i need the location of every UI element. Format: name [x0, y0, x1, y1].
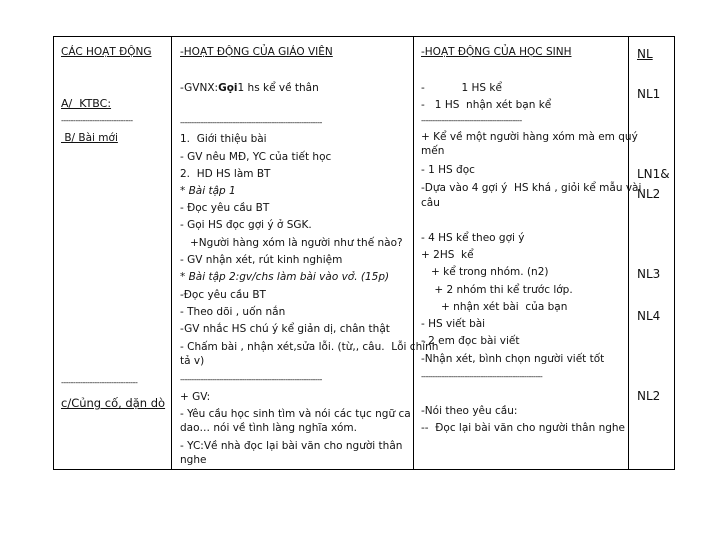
header-competency: NL: [637, 47, 653, 61]
student-line: - 4 HS kể theo gợi ý: [421, 232, 525, 244]
student-line: -Nói theo yêu cầu:: [421, 405, 518, 417]
teacher-line: -Đọc yêu cầu BT: [180, 289, 266, 301]
student-line: - 1 HS nhận xét bạn kể: [421, 99, 552, 111]
separator: --------------------------------------------: [421, 116, 522, 125]
teacher-line: -GVNX:Gọi1 hs kể về thân: [180, 82, 319, 94]
student-line: -Dựa vào 4 gợi ý HS khá , giỏi kể mẫu vài: [421, 182, 642, 194]
teacher-line: 1. Giới thiệu bài: [180, 133, 267, 145]
competency-nl4: NL4: [637, 309, 661, 323]
competency-nl1-2: NL2: [637, 187, 661, 201]
student-line: + kể trong nhóm. (n2): [421, 266, 549, 278]
separator: --------------------------------: [61, 378, 138, 387]
header-teacher: -HOẠT ĐỘNG CỦA GIÁO VIÊN: [180, 46, 333, 58]
header-student: -HOẠT ĐỘNG CỦA HỌC SINH: [421, 46, 572, 58]
teacher-line: +Người hàng xóm là người như thế nào?: [180, 237, 403, 249]
student-line: -- Đọc lại bài văn cho người thân nghe: [421, 422, 626, 434]
separator: --------------------------------------------------------------: [180, 375, 322, 384]
student-line: + 2HS kể: [421, 249, 474, 261]
teacher-line: + GV:: [180, 391, 211, 403]
header-activities: CÁC HOẠT ĐỘNG: [61, 46, 152, 58]
teacher-line: - Chấm bài , nhận xét,sửa lỗi. (từ,, câu. Lỗi chính: [180, 341, 439, 353]
consolidation-label: c/Củng cố, dặn dò: [61, 396, 166, 410]
separator: ------------------------------: [61, 116, 133, 125]
student-line: câu: [421, 197, 440, 209]
separator: -----------------------------------------------------: [421, 372, 543, 381]
teacher-line: * Bài tập 2:gv/chs làm bài vào vở. (15p): [180, 271, 390, 283]
column-divider: [628, 36, 629, 470]
teacher-line: nghe: [180, 454, 207, 466]
student-line: - 1 HS kể: [421, 82, 502, 94]
teacher-line: * Bài tập 1: [180, 185, 236, 197]
teacher-line: - YC:Về nhà đọc lại bài văn cho người thân: [180, 440, 403, 452]
student-line: - HS viết bài: [421, 318, 486, 330]
teacher-line: dao… nói về tình làng nghĩa xóm.: [180, 422, 357, 434]
student-line: - 2 em đọc bài viết: [421, 335, 520, 347]
teacher-line: - Yêu cầu học sinh tìm và nói các tục ngữ ca: [180, 408, 411, 420]
competency-nl1: NL1: [637, 87, 661, 101]
teacher-line: - Theo dõi , uốn nắn: [180, 306, 286, 318]
separator: --------------------------------------------------------------: [180, 118, 322, 127]
student-line: + nhận xét bài của bạn: [421, 301, 568, 313]
teacher-line: - Đọc yêu cầu BT: [180, 202, 270, 214]
column-divider: [171, 36, 172, 470]
teacher-line: -GV nhắc HS chú ý kể giản dị, chân thật: [180, 323, 390, 335]
competency-nl1-2: LN1&: [637, 167, 670, 181]
teacher-line: - Gọi HS đọc gợi ý ở SGK.: [180, 219, 312, 231]
teacher-line: - GV nêu MĐ, YC của tiết học: [180, 151, 332, 163]
teacher-line: 2. HD HS làm BT: [180, 168, 271, 180]
competency-nl3: NL3: [637, 267, 661, 281]
student-line: + 2 nhóm thi kể trước lớp.: [421, 284, 573, 296]
column-divider: [413, 36, 414, 470]
student-line: - 1 HS đọc: [421, 164, 475, 176]
teacher-line: - GV nhận xét, rút kinh nghiệm: [180, 254, 343, 266]
teacher-line: tả v): [180, 355, 205, 367]
competency-nl2: NL2: [637, 389, 661, 403]
ktbc-label: A/ KTBC:: [61, 97, 112, 110]
new-lesson-label: B/ Bài mới: [61, 132, 118, 144]
student-line: -Nhận xét, bình chọn người viết tốt: [421, 353, 605, 365]
student-line: mến: [421, 145, 445, 157]
student-line: + Kể về một người hàng xóm mà em quý: [421, 131, 638, 143]
